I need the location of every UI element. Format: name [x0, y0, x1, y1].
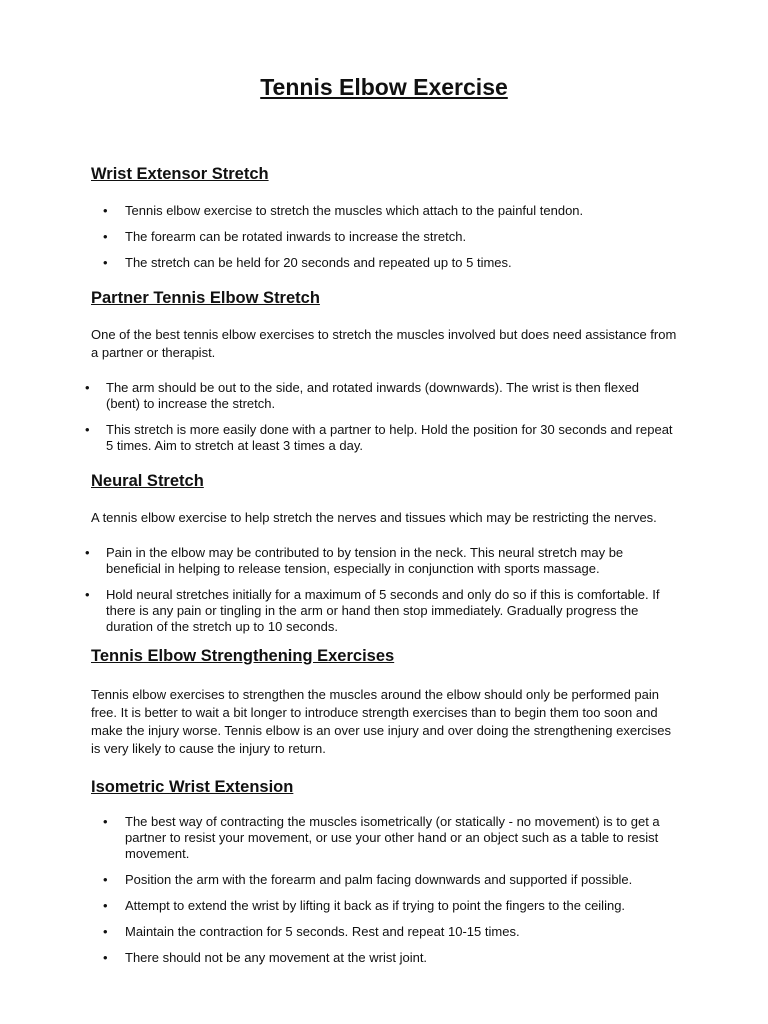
bullet-list-neural-stretch	[0, 545, 676, 635]
bullet-icon: •	[103, 229, 108, 244]
list-item	[0, 422, 676, 454]
section-paragraph: A tennis elbow exercise to help stretch the nerves and tissues which may be restricting the nerves.	[91, 510, 657, 525]
list-item-text: Position the arm with the forearm and palm facing downwards and supported if possible.	[125, 872, 633, 887]
list-item	[0, 814, 675, 862]
list-item-text: This stretch is more easily done with a partner to help. Hold the position for 30 seconds and repeat 5 times. Aim to stretch at least 3 times a day.	[106, 422, 673, 453]
list-item-text: Maintain the contraction for 5 seconds. Rest and repeat 10-15 times.	[125, 924, 520, 939]
list-item-text: Tennis elbow exercise to stretch the muscles which attach to the painful tendon.	[125, 203, 584, 218]
section-heading-strengthening: Tennis Elbow Strengthening Exercises	[91, 647, 395, 665]
bullet-list-partner-stretch	[0, 380, 676, 454]
list-item-text: Attempt to extend the wrist by lifting it back as if trying to point the fingers to the ceiling.	[125, 898, 626, 913]
section-paragraph: Tennis elbow exercises to strengthen the muscles around the elbow should only be performed pain free. It is better to wait a bit longer to introduce strength exercises than to begin them too soon and make the injury worse. Tennis elbow is an over use injury and over doing the strengthening exercises is very likely to cause the injury to return.	[91, 687, 672, 756]
bullet-icon: •	[103, 898, 108, 913]
list-item	[0, 898, 675, 914]
bullet-icon: •	[103, 814, 108, 829]
bullet-icon: •	[103, 872, 108, 887]
bullet-icon: •	[103, 255, 108, 270]
list-item	[0, 229, 675, 245]
section-heading-isometric-wrist-extension: Isometric Wrist Extension	[91, 778, 294, 796]
section-heading-partner-stretch: Partner Tennis Elbow Stretch	[91, 289, 320, 307]
list-item-text: The arm should be out to the side, and rotated inwards (downwards). The wrist is then flexed (bent) to increase the stretch.	[106, 380, 640, 411]
list-item	[0, 950, 675, 966]
list-item-text: Pain in the elbow may be contributed to by tension in the neck. This neural stretch may be beneficial in helping to release tension, especially in conjunction with sports massage.	[106, 545, 624, 576]
list-item	[0, 587, 676, 635]
section-heading-neural-stretch: Neural Stretch	[91, 472, 204, 490]
list-item-text: There should not be any movement at the wrist joint.	[125, 950, 428, 965]
bullet-icon: •	[85, 422, 90, 437]
list-item	[0, 545, 676, 577]
bullet-icon: •	[103, 203, 108, 218]
bullet-list-wrist-extensor	[0, 203, 675, 271]
bullet-icon: •	[103, 924, 108, 939]
list-item	[0, 924, 675, 940]
list-item	[0, 872, 675, 888]
section-paragraph: One of the best tennis elbow exercises to stretch the muscles involved but does need assistance from a partner or therapist.	[91, 327, 677, 360]
bullet-icon: •	[85, 587, 90, 602]
list-item	[0, 380, 676, 412]
section-heading-wrist-extensor-stretch: Wrist Extensor Stretch	[91, 165, 269, 183]
bullet-icon: •	[103, 950, 108, 965]
list-item	[0, 255, 675, 271]
list-item-text: The best way of contracting the muscles isometrically (or statically - no movement) is to get a partner to resist your movement, or use your other hand or an object such as a table to resist movement.	[125, 814, 660, 861]
document-title: Tennis Elbow Exercise	[260, 74, 508, 100]
bullet-icon: •	[85, 545, 90, 560]
list-item-text: The forearm can be rotated inwards to increase the stretch.	[125, 229, 467, 244]
list-item-text: Hold neural stretches initially for a maximum of 5 seconds and only do so if this is comfortable. If there is any pain or tingling in the arm or hand then stop immediately. Gradually progress the duration of the stretch up to 10 seconds.	[106, 587, 660, 634]
list-item-text: The stretch can be held for 20 seconds and repeated up to 5 times.	[125, 255, 512, 270]
bullet-list-isometric	[0, 814, 675, 966]
bullet-icon: •	[85, 380, 90, 395]
list-item	[0, 203, 675, 219]
